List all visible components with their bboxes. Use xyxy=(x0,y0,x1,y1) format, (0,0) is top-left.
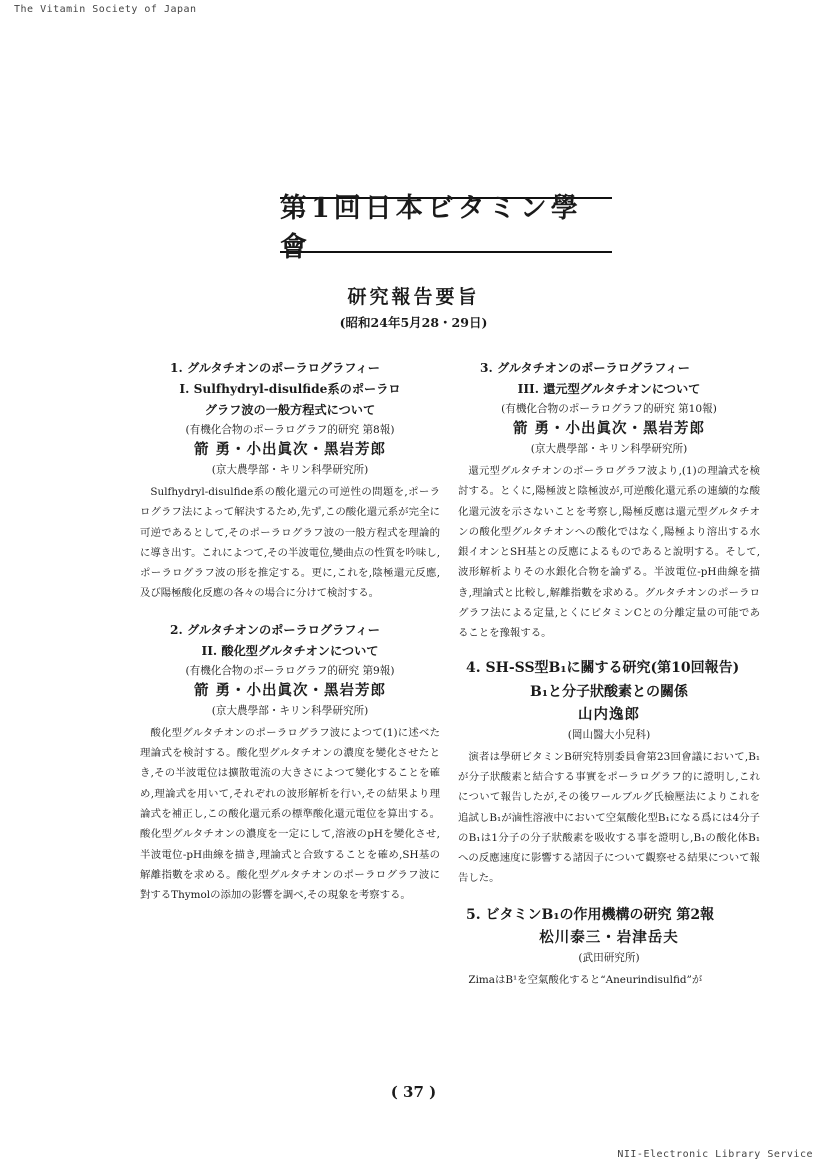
abstract-title: 3. グルタチオンのポーラログラフィー xyxy=(480,361,690,375)
abstract-subtitle: グラフ波の一般方程式について xyxy=(204,403,376,417)
abstract-5 xyxy=(458,903,760,990)
abstract-title: 5. ビタミンB₁の作用機構の研究 第2報 xyxy=(466,906,715,923)
page-subtitle: 研究報告要旨 xyxy=(347,286,480,308)
authors: 箭 勇・小出眞次・黑岩芳郎 xyxy=(193,441,387,458)
abstract-body: 還元型グルタチオンのポーラログラフ波より,(1)の理論式を検討する。とくに,陽極波と陰極波が,可逆酸化還元系の連續的な酸化還元波を示さないことを考察し,陽極反應は還元型グルタチオンの酸化型グルタチオンへの酸化ではなく,陽極より溶出する水銀イオンとSH基との反應によるものであると說明する。そして,波形解析よりその水銀化合物を論ずる。半波電位-pH曲線を描き,理論式と比較し,解離指數を求める。グルタチオンのポーラログラフ法による定量,とくにビタミンCとの分離定量の可能であることを豫報する。 xyxy=(458,465,760,640)
abstract-body: 酸化型グルタチオンのポーラログラフ波によつて(1)に述べた理論式を検討する。酸化型グルタチオンの濃度を變化させたとき,その半波電位は擴散電流の大きさによつて變化することを確め,理論式を用いて,それぞれの波形解析を行い,その結果より理論式を補正し,この酸化還元系の標準酸化還元電位を算出する。酸化型グルタチオンの濃度を一定にして,溶液のpHを變化させ,半波電位-pH曲線を描き,理論式と合致することを確め,SH基の解離指數を求める。酸化型グルタチオンのポーラログラフ波に對するThymolの添加の影響を調べ,その現象を考察する。 xyxy=(140,726,440,902)
series-note: (有機化合物のポーラログラフ的研究 第8報) xyxy=(185,424,395,436)
abstract-title: 4. SH-SS型B₁に關する研究(第10回報告) xyxy=(466,659,740,676)
abstract-subtitle: II. 酸化型グルタチオンについて xyxy=(201,643,379,658)
left-column xyxy=(140,358,440,915)
authors: 箭 勇・小出眞次・黑岩芳郎 xyxy=(512,420,706,437)
right-column xyxy=(458,358,760,1000)
affiliation: (京大農學部・キリン科學研究所) xyxy=(211,704,369,717)
affiliation: (岡山醫大小兒科) xyxy=(567,728,651,741)
series-note: (有機化合物のポーラログラフ的研究 第10報) xyxy=(501,403,717,415)
authors: 山内逸郎 xyxy=(578,705,640,723)
affiliation: (武田研究所) xyxy=(578,951,640,964)
abstract-subtitle: B₁と分子狀酸素との關係 xyxy=(530,683,688,700)
meeting-date: (昭和24年5月28・29日) xyxy=(339,315,488,330)
abstract-body: ZimaはB¹を空氣酸化すると“Aneurindisulfid”が xyxy=(468,973,703,986)
authors: 松川泰三・岩津岳夫 xyxy=(539,928,679,946)
affiliation: (京大農學部・キリン科學研究所) xyxy=(211,464,369,476)
abstract-1 xyxy=(140,358,440,604)
abstract-subtitle: III. 還元型グルタチオンについて xyxy=(517,382,701,396)
journal-title-box xyxy=(280,193,612,263)
series-note: (有機化合物のポーラログラフ的研究 第9報) xyxy=(185,664,395,677)
publisher-header: The Vitamin Society of Japan xyxy=(14,4,197,15)
abstract-3 xyxy=(458,358,760,644)
authors: 箭 勇・小出眞次・黑岩芳郎 xyxy=(193,681,387,699)
abstract-subtitle: I. Sulfhydryl-disulfide系のポーラロ xyxy=(179,382,401,396)
abstract-title: 1. グルタチオンのポーラログラフィー xyxy=(170,361,380,375)
abstract-4 xyxy=(458,656,760,889)
page-number: ( 37 ) xyxy=(390,1083,437,1101)
library-footer: NII-Electronic Library Service xyxy=(617,1149,813,1160)
abstract-body: 演者は學研ビタミンB研究特別委員會第23回會議において,B₁が分子狀酸素と結合する事實をポーラログラフ的に證明し,これについて報告したが,その後ワールブルグ氏檢壓法によりこれを追試しB₁が滷性溶液中において空氣酸化型B₁になる爲には4分子のB₁は1分子の分子狀酸素を吸收する事を證明し,B₁の酸化体B₁への反應速度に影響する諸因子について觀察せる結果について報告した。 xyxy=(458,750,760,885)
abstract-title: 2. グルタチオンのポーラログラフィー xyxy=(170,622,380,637)
affiliation: (京大農學部・キリン科學研究所) xyxy=(530,443,688,455)
abstract-body: Sulfhydryl-disulfide系の酸化還元の可逆性の問題を,ポーラログラフ法によって解決するため,先ず,この酸化還元系が完全に可逆であるとして,そのポーラログラフ波の一般方程式を理論的に導き出す。これによつて,その半波電位,變曲点の性質を吟味し,ポーラログラフ波の形を推定する。更に,これを,陰極還元反應,及び陽極酸化反應の各々の場合に分けて検討する。 xyxy=(140,486,441,600)
journal-title: 第1回日本ビタミン學會 xyxy=(280,193,582,263)
abstract-2 xyxy=(140,620,440,906)
